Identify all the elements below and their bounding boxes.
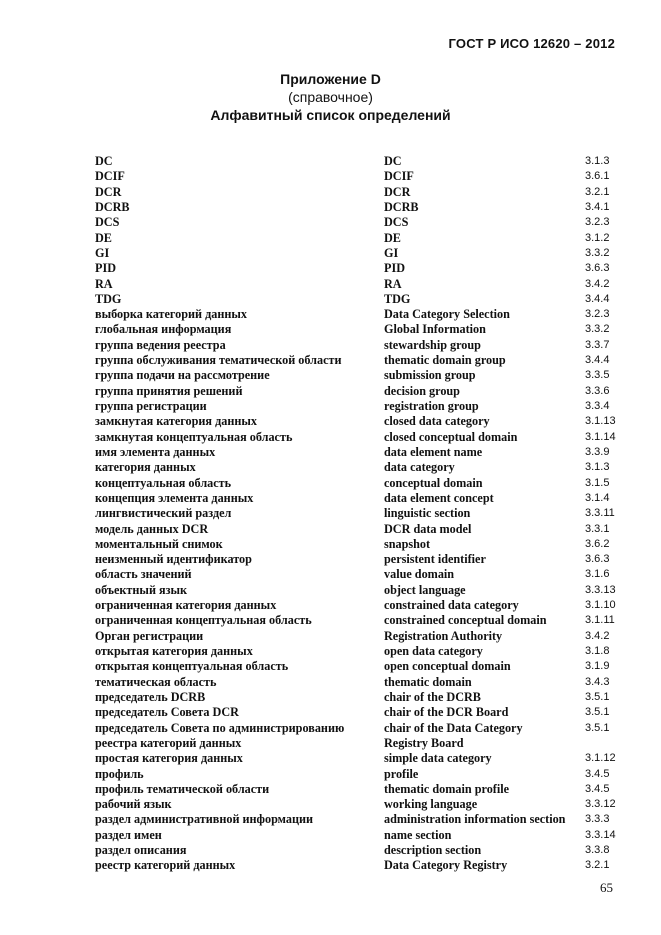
list-item <box>95 399 625 414</box>
term-russian: председатель DCRB <box>95 689 206 704</box>
clause-number: 3.3.5 <box>585 369 610 382</box>
clause-number: 3.1.13 <box>585 415 616 428</box>
term-english: snapshot <box>384 536 431 551</box>
list-item <box>95 322 625 337</box>
term-russian: раздел описания <box>95 843 187 858</box>
term-english: DCS <box>384 215 409 230</box>
list-item <box>95 751 625 766</box>
term-russian: категория данных <box>95 460 196 475</box>
list-item <box>95 858 625 873</box>
clause-number: 3.1.12 <box>585 752 616 765</box>
term-russian: DE <box>95 230 112 245</box>
term-english: PID <box>384 261 405 276</box>
term-russian: глобальная информация <box>95 322 232 337</box>
clause-number: 3.3.1 <box>585 522 610 535</box>
clause-number: 3.4.4 <box>585 292 610 305</box>
clause-number: 3.1.2 <box>585 231 610 244</box>
term-russian: объектный язык <box>95 582 188 597</box>
term-english: Data Category Selection <box>384 307 510 322</box>
list-item <box>95 782 625 797</box>
clause-number: 3.5.1 <box>585 721 610 734</box>
clause-number: 3.3.4 <box>585 400 610 412</box>
list-item <box>95 506 625 521</box>
term-russian: DCRB <box>95 199 130 214</box>
list-item <box>95 292 625 307</box>
term-russian: моментальный снимок <box>95 536 223 551</box>
list-item <box>95 690 625 705</box>
term-russian: группа принятия решений <box>95 383 243 398</box>
term-english: closed data category <box>384 414 490 429</box>
clause-number: 3.1.3 <box>585 461 610 474</box>
term-english: DCR data model <box>384 521 472 536</box>
term-russian: GI <box>95 245 110 260</box>
term-russian: PID <box>95 261 116 276</box>
list-item <box>95 476 625 491</box>
clause-number: 3.2.3 <box>585 308 610 321</box>
list-item <box>95 812 625 827</box>
list-item <box>95 613 625 628</box>
clause-number: 3.4.2 <box>585 629 610 642</box>
list-item <box>95 598 625 613</box>
term-russian: замкнутая категория данных <box>95 414 257 429</box>
term-english: open conceptual domain <box>384 659 511 674</box>
list-item <box>95 736 625 751</box>
list-item <box>95 552 625 567</box>
clause-number: 3.1.10 <box>585 599 616 612</box>
list-item <box>95 200 625 215</box>
list-item <box>95 659 625 674</box>
term-russian: ограниченная концептуальная область <box>95 613 312 628</box>
clause-number: 3.3.6 <box>585 384 610 397</box>
term-english: DE <box>384 230 401 245</box>
appendix-note: (справочное) <box>288 89 373 105</box>
term-english: DCIF <box>384 169 414 184</box>
list-item <box>95 767 625 782</box>
list-item <box>95 261 625 276</box>
list-item <box>95 583 625 598</box>
term-english: DCR <box>384 184 411 199</box>
clause-number: 3.4.3 <box>585 675 610 688</box>
term-english: thematic domain group <box>384 353 506 368</box>
term-russian: открытая категория данных <box>95 644 253 658</box>
term-english: DCRB <box>384 199 419 214</box>
list-item <box>95 537 625 552</box>
appendix-title: Приложение D <box>280 71 381 87</box>
term-russian: Орган регистрации <box>95 628 204 643</box>
list-item <box>95 384 625 399</box>
clause-number: 3.6.3 <box>585 553 610 566</box>
list-item <box>95 797 625 812</box>
list-item <box>95 277 625 292</box>
list-item <box>95 231 625 246</box>
list-item <box>95 460 625 475</box>
clause-number: 3.3.3 <box>585 813 610 826</box>
term-english: decision group <box>384 383 460 398</box>
term-russian: реестра категорий данных <box>95 735 242 750</box>
clause-number: 3.3.7 <box>585 338 610 351</box>
list-item <box>95 828 625 843</box>
term-russian: выборка категорий данных <box>95 307 247 322</box>
clause-number: 3.5.1 <box>585 706 610 719</box>
term-russian: имя элемента данных <box>95 444 216 459</box>
list-item <box>95 843 625 858</box>
clause-number: 3.1.14 <box>585 430 616 443</box>
list-item <box>95 675 625 690</box>
clause-number: 3.6.3 <box>585 262 610 275</box>
term-russian: рабочий язык <box>95 797 172 812</box>
term-english: data element concept <box>384 490 494 505</box>
clause-number: 3.1.6 <box>585 568 610 581</box>
term-russian: раздел имен <box>95 827 162 842</box>
term-russian: неизменный идентификатор <box>95 552 252 567</box>
clause-number: 3.6.1 <box>585 170 610 183</box>
list-item <box>95 445 625 460</box>
term-english: Registration Authority <box>384 628 503 643</box>
list-item <box>95 169 625 184</box>
term-english: working language <box>384 797 478 812</box>
term-english: Data Category Registry <box>384 858 508 873</box>
list-item <box>95 721 625 736</box>
appendix-heading: Алфавитный список определений <box>210 107 451 123</box>
list-item <box>95 338 625 353</box>
list-item <box>95 705 625 720</box>
list-item <box>95 246 625 261</box>
term-russian: DCS <box>95 215 120 230</box>
term-english: data element name <box>384 444 483 459</box>
list-item <box>95 353 625 368</box>
term-english: object language <box>384 582 466 597</box>
term-russian: концептуальная область <box>95 475 232 490</box>
term-english: persistent identifier <box>384 552 486 567</box>
term-russian: профиль <box>95 766 144 781</box>
term-russian: TDG <box>95 291 122 306</box>
term-english: open data category <box>384 644 483 658</box>
term-russian: тематическая область <box>95 674 217 689</box>
clause-number: 3.3.2 <box>585 246 610 259</box>
term-russian: председатель Совета по администрированию <box>95 720 345 735</box>
term-english: Global Information <box>384 322 486 337</box>
term-russian: область значений <box>95 567 192 582</box>
list-item <box>95 522 625 537</box>
term-english: registration group <box>384 399 479 413</box>
term-english: TDG <box>384 291 411 306</box>
title-block <box>0 70 661 125</box>
page-number: 65 <box>600 880 613 895</box>
clause-number: 3.3.9 <box>585 445 610 458</box>
clause-number: 3.3.11 <box>585 507 615 520</box>
list-item <box>95 491 625 506</box>
term-russian: замкнутая концептуальная область <box>95 429 293 444</box>
clause-number: 3.1.3 <box>585 155 610 167</box>
term-english: chair of the DCR Board <box>384 705 509 720</box>
clause-number: 3.1.5 <box>585 476 610 489</box>
term-english: value domain <box>384 567 455 582</box>
clause-number: 3.4.1 <box>585 200 610 213</box>
term-english: linguistic section <box>384 506 471 521</box>
term-russian: группа подачи на рассмотрение <box>95 368 270 383</box>
list-item <box>95 629 625 644</box>
term-english: constrained conceptual domain <box>384 613 547 628</box>
term-english: Registry Board <box>384 735 464 750</box>
clause-number: 3.3.13 <box>585 583 616 596</box>
term-english: description section <box>384 843 482 858</box>
list-item <box>95 215 625 230</box>
term-russian: профиль тематической области <box>95 781 270 796</box>
clause-number: 3.3.12 <box>585 798 616 811</box>
list-item <box>95 644 625 659</box>
term-english: administration information section <box>384 812 566 827</box>
term-english: closed conceptual domain <box>384 429 518 444</box>
term-russian: DCR <box>95 184 122 199</box>
term-english: thematic domain <box>384 674 472 689</box>
term-russian: группа регистрации <box>95 399 207 413</box>
term-russian: простая категория данных <box>95 751 243 766</box>
clause-number: 3.5.1 <box>585 690 610 703</box>
term-english: profile <box>384 766 419 781</box>
clause-number: 3.3.2 <box>585 323 610 336</box>
term-english: conceptual domain <box>384 475 483 490</box>
term-english: DC <box>384 154 402 168</box>
term-russian: DC <box>95 154 113 168</box>
term-russian: RA <box>95 276 113 291</box>
term-english: data category <box>384 460 455 475</box>
clause-number: 3.2.1 <box>585 859 610 872</box>
list-item <box>95 567 625 582</box>
clause-number: 3.3.14 <box>585 828 616 841</box>
list-item <box>95 185 625 200</box>
clause-number: 3.1.11 <box>585 614 615 627</box>
clause-number: 3.4.5 <box>585 782 610 795</box>
clause-number: 3.3.8 <box>585 844 610 857</box>
term-russian: группа обслуживания тематической области <box>95 353 342 368</box>
term-russian: группа ведения реестра <box>95 337 226 352</box>
term-english: chair of the DCRB <box>384 689 481 704</box>
term-russian: раздел административной информации <box>95 812 314 827</box>
term-russian: открытая концептуальная область <box>95 659 289 674</box>
term-russian: концепция элемента данных <box>95 490 254 505</box>
clause-number: 3.4.2 <box>585 277 610 290</box>
term-english: chair of the Data Category <box>384 720 523 735</box>
clause-number: 3.2.3 <box>585 216 610 229</box>
definitions-list <box>95 154 625 874</box>
clause-number: 3.4.4 <box>585 354 610 367</box>
term-russian: лингвистический раздел <box>95 506 232 521</box>
term-english: name section <box>384 827 452 842</box>
term-english: stewardship group <box>384 337 481 352</box>
term-russian: DCIF <box>95 169 125 184</box>
term-english: submission group <box>384 368 476 383</box>
clause-number: 3.6.2 <box>585 537 610 550</box>
clause-number: 3.4.5 <box>585 767 610 780</box>
list-item <box>95 154 625 169</box>
list-item <box>95 414 625 429</box>
term-russian: ограниченная категория данных <box>95 598 277 613</box>
list-item <box>95 307 625 322</box>
term-english: RA <box>384 276 402 291</box>
clause-number: 3.2.1 <box>585 185 610 198</box>
list-item <box>95 430 625 445</box>
clause-number: 3.1.9 <box>585 660 610 673</box>
clause-number: 3.1.4 <box>585 491 610 504</box>
term-english: GI <box>384 245 399 260</box>
term-russian: председатель Совета DCR <box>95 705 239 720</box>
term-russian: реестр категорий данных <box>95 858 236 873</box>
document-code: ГОСТ Р ИСО 12620 – 2012 <box>448 36 615 51</box>
term-english: simple data category <box>384 751 492 766</box>
list-item <box>95 368 625 383</box>
clause-number: 3.1.8 <box>585 645 610 657</box>
term-russian: модель данных DCR <box>95 521 209 536</box>
term-english: thematic domain profile <box>384 781 510 796</box>
term-english: constrained data category <box>384 598 519 613</box>
